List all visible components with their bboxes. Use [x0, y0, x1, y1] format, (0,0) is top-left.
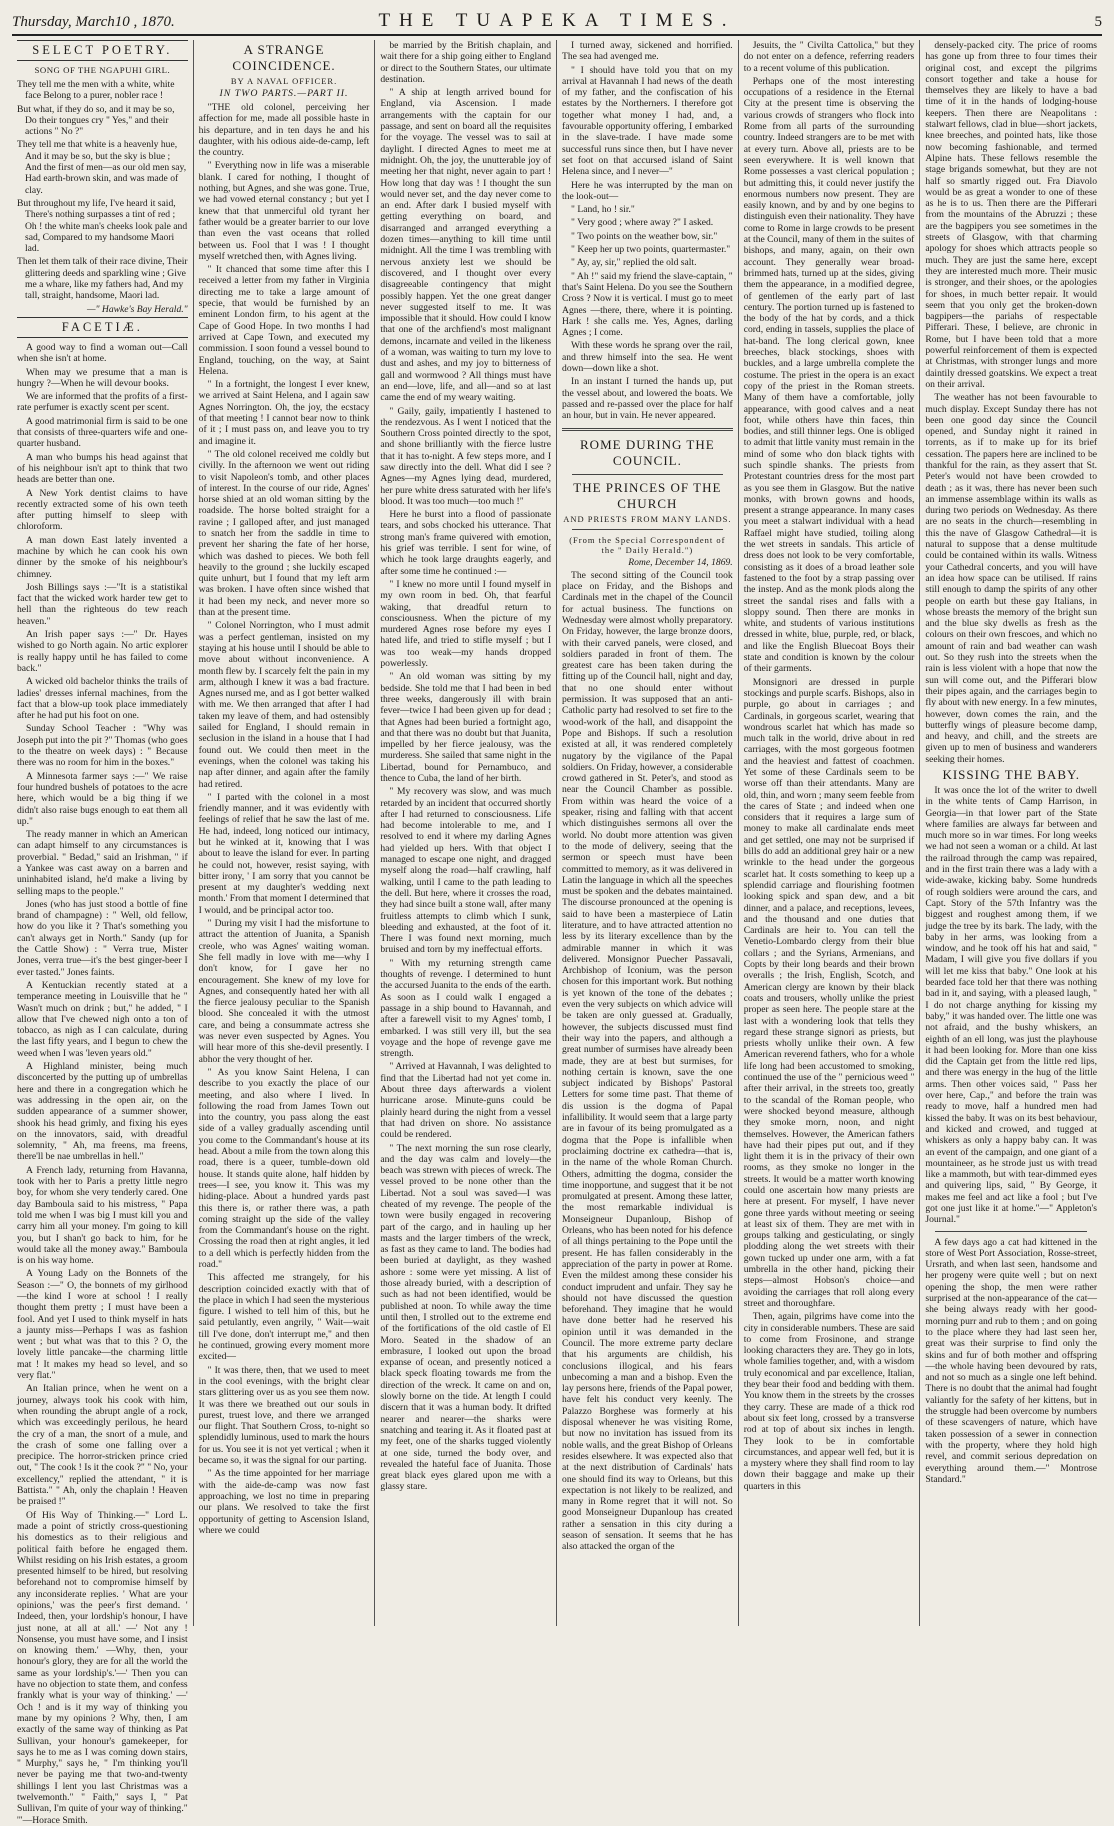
article-subhead: (From the Special Correspondent of the " Daily Herald.") [569, 534, 726, 555]
paragraph: " I knew no more until I found myself in my own room in bed. Oh, that fearful waking, that dreadful return to consciousness. When the picture of my murdered Agnes rose before my eyes I hated life, and tried to stifle myself ; but I was too weak—my hands dropped powerlessly. [380, 578, 552, 670]
paragraph: A Kentuckian recently stated at a temperance meeting in Louisville that he " Wasn't much on drink ; but," he added, " I allow that I've chewed nigh onto a ton of tobacco, as nigh as I can calculate, during the last fifty years, and I begun to chew the weed when I was 'leven years old." [17, 979, 188, 1059]
paragraph: Sunday School Teacher : "Why was Joseph put into the pit ?" Thomas (who goes to the theatre on week days) : " Because there was no room for him in the boxes." [17, 723, 188, 769]
paragraph: " In a fortnight, the longest I ever knew, we arrived at Saint Helena, and I again saw Agnes Norrington. Oh, the joy, the ecstacy of that meeting ! I cannot bear now to think of it ; I must pass on, and leave you to try and imagine it. [198, 379, 370, 447]
paragraph: The weather has not been favourable to much display. Except Sunday there has not been one good day since the Council opened, and Sunday night it rained in torrents, as if to make up for its brief cessation. The papers here are inclined to be thankful for the rain, as they assert that St. Peter's would not have been crowded to death ; as it was, there has never been such an immense assemblage within its walls as during two periods on Wednesday. As there are no seats in the church—resembling in this the nave of Glasgow Cathedral—it is natural to suppose that a dense multitude could be contained within its walls. Witness your Cathedral concerts, and you will have an idea how space can be utilised. If rains still enough to damp the spirits of any other people on earth but these gay Italians, in whose breasts the memory of the bright sun and the blue sky dwells as fresh as the colours on their own frescoes, and which no amount of rain and bad weather can wash out. So they rush into the streets when the rain is less violent with a hope that now the sun will come out, and the Pifferari blow their pipes again, and the carriages begin to fly about with new energy. In a few minutes, however, down comes the rain, and the butterfly wings of pleasure become damp, and heavy, and chill, and the streets are given up to men of business and wanderers seeking their homes. [925, 392, 1098, 765]
paragraph: " Colonel Norrington, who I must admit was a perfect gentleman, insisted on my staying at his house until I should be able to move about without inconvenience. A month flew by. I scarcely felt the pain in my arm, although I knew it was a bad fracture. Agnes nursed me, and as I got better walked with me. We then arranged that after I had taken my leave of them, and had ostensibly sailed for England, I should remain in seclusion in the island in a house that I had found out. We could then meet in the evenings, when the colonel was taking his nap after dinner, and again after the family had retired. [198, 620, 370, 790]
paragraph: Perhaps one of the most interesting occupations of a residence in the Eternal City at the present time is observing the various crowds of strangers who flock into Rome from all parts of the surrounding country. Indeed strangers are to be met with at every turn. Above all, priests are to be seen everywhere. It is well known that Rome possesses a vast clerical population ; but admitting this, it could never justify the enormous numbers now present. They are easily known, and by and by one begins to distinguish even their nationality. They have come to Rome in large crowds to be present at the Council, many of them in the suites of bishops, and many, again, on their own account. They generally wear broad-brimmed hats, turned up at the sides, giving them the appearance, in a modified degree, of gentlemen of the early part of last century. The portion turned up is fastened to the body of the hat by cords, and a thick cord, ending in tassels, supplies the place of hat-band. The long clerical gown, knee breeches, black stockings, shoes with buckles, and a large umbrella complete the costume. The priest in the opera is an exact copy of the priest in the Roman streets. Many of them have a comfortable, jolly appearance, with good calves and a neat foot, while others have thin faces, thin bodies, and still thinner legs. One is obliged to admit that little vanity must remain in the mind of some who don black tights with such spindle shanks. The priests from Protestant countries dress for the most part as you see them in Glasgow. But the native monks, with brown gowns and hoods, present a strange appearance. In many cases you meet a stalwart individual with a head Raffael might have studied, toiling along the wet streets in sandals. This article of dress does not look to be very comfortable, consisting as it does of a broad leather sole fastened to the foot by a strap passing over the instep. And as the monk plods along the street the sandal rises and falls with a sloppy sound. Then there are monks in white, and students of various institutions dressed in white, blue, purple, red, or black, and like the English Bluecoat Boys their state and condition is known by the colour of their garments. [743, 75, 915, 675]
paragraph: " Very good ; where away ?" I asked. [571, 217, 714, 229]
column-6 [920, 40, 1102, 1626]
paragraph: The ready manner in which an American can adapt himself to any circumstances is proverbial. " Bedad," said an Irishman, " if a Yankee was cast away on a barren and uninhabited island, he'd make a living by selling maps to the people." [17, 829, 188, 897]
article-headline: KISSING THE BABY. [942, 767, 1080, 782]
column-rule [572, 529, 723, 530]
paragraph: An Italian prince, when he went on a journey, always took his cook with him, when rounding the abrupt angle of a rock, which was exceedingly perilous, he heard the cry of a man, the snort of a mule, and the crash of some one falling over a precipice. The horror-stricken prince cried out, " The cook ! Is it the cook ?" " No, your excellency," replied the attendant, " it is Battista." " Ah, only the chaplain ! Heaven be praised !" [17, 1383, 188, 1508]
paragraph: " The next morning the sun rose clearly, and the day was calm and lovely—the beach was strewn with pieces of wreck. The vessel proved to be none other than the Libertad. Not a soul was saved—I was cheated of my revenge. The people of the town were busily engaged in recovering part of the cargo, and in hauling up her masts and the larger timbers of the wreck, as fast as they came to land. The bodies had been buried at daylight, as they washed ashore : some were yet missing. A list of those already buried, with a description of such as had not been identified, would be published at noon. To while away the time until then, I strolled out to the extreme end of the fortifications of the old castle of El Moro. Seated in the shadow of an embrasure, I looked out upon the broad expanse of ocean, and presently noticed a black speck floating towards me from the direction of the wreck. It came on and on, slowly borne on the tide. At length I could discern that it was a human body. It drifted nearer and nearer—the sharks were snatching and tearing it. As it floated past at my feet, one of the sharks tugged violently at one side, turned the body over, and revealed the hateful face of Juanita. Those great black eyes glared upon me with a glassy stare. [380, 1142, 552, 1493]
paragraph: Here he burst into a flood of passionate tears, and sobs chocked his utterance. That strong man's frame quivered with emotion, his grief was terrible. I sent for wine, of which he took large draughts eagerly, and after some time he continued :— [380, 509, 552, 577]
paragraph: " Keep her up two points, quartermaster." [571, 244, 731, 256]
paragraph: A New York dentist claims to have recently extracted some of his own teeth after putting himself to sleep with chloroform. [17, 487, 188, 533]
paragraph: We are informed that the profits of a first-rate perfumer is exactly scent per scent. [17, 391, 188, 414]
paragraph: The second sitting of the Council took place on Friday, and the Bishops and Cardinals met in the chapel of the Council for actual business. The functions on Wednesday were almost wholly preparatory. On Friday, however, the large bronze doors, with their carved panels, were closed, and soldiers paraded in front of them. The greatest care has been taken during the fitting up of the Council hall, night and day, that no one should enter without permission. It was supposed that an anti-Catholic party had resolved to set fire to the wood-work of the hall, and disappoint the Pope and Bishops. If such a resolution existed at all, it was rendered completely nugatory by the vigilance of the Papal soldiers. On Friday, however, a considerable crowd gathered in St. Peter's, and stood as near the Council Chamber as possible. From within was heard the voice of a speaker, rising and falling with that accent which distinguishes sermons all over the world. No doubt more attention was given to the mode of delivery, seeing that the sermon or speech must have been committed to memory, as it was delivered in Latin the language in which all the speeches must be spoken and the debates maintained. The discourse pronounced at the opening is said to have been a masterpiece of Latin literature, and to have attracted attention no less by its literary excellence than by the admirable manner in which it was delivered. Monsignor Puecher Passavali, Archbishop of Iconium, was the person chosen for this important work. But nothing is yet known of the tone of the debates ; even the very subjects on which advice will be taken are only guessed at. Gradually, however, the subjects discussed must find their way into the papers, and although a great number of surmises have already been made, they are at best but surmises, for nothing certain is known, save the one subject indicated by Bishops' Pastoral Letters for some time past. That theme of dis ussion is the dogma of Papal infallibility. It would seem that a large party are in favour of its being promulgated as a dogma that the Pope is infallible when proclaiming doctrine ex cathedra—that is, in the name of the whole Roman Church. Others, admitting the dogma, consider the time inopportune, and suggest that it be not promulgated at present. Among these latter, the most remarkable individual is Monseigneur Dupanloup, Bishop of Orleans, who has been noted for his defence of all things pertaining to the Pope until the present. He has fallen considerably in the appreciation of the party in power at Rome. Even the mildest among these consider his conduct imprudent and unfair. They say he should not have discussed the question beforehand. They imagine that he would have done better had he reserved his opinion until it was demanded in the Council. The more extreme party declare that his arguments are childish, his conclusions illogical, and his fears unbecoming a man and a bishop. Even the lay persons here, friends of the Papal power, have felt his conduct very keenly. The Palazzo Borghese was formerly at his disposal whenever he was visiting Rome, but now no invitation has issued from its noble walls, and the great Bishop of Orleans resides elsewhere. It was expected also that at the next distribution of Cardinals' hats one should find its way to Orleans, but this expectation is not likely to be realized, and many in Rome regret that it will not. So good Monseigneur Dupanloup has created rather a sensation in this city during a season of sensation. It seems that he has also attacked the organ of the [562, 569, 733, 1553]
paragraph: A wicked old bachelor thinks the trails of ladies' dresses infernal machines, from the fact that a blow-up took place immediately after he had put his foot on one. [17, 676, 188, 722]
column-rule [572, 474, 723, 475]
paragraph: A Highland minister, being much disconcerted by the putting up of umbrellas here and there in a congregation which he was addressing in the open air, on the sudden appearance of a summer shower, shook his head grimly, and fixing his eyes on the innovators, said, with dreadful solemnity, " Ah, ma freens, ma freens, there'll be nae umbrellas in hell." [17, 1061, 188, 1163]
paragraph: With these words he sprang over the rail, and threw himself into the sea. He went down—down like a shot. [562, 340, 733, 375]
verse-stanza: Then let them talk of their race divine, Their glittering deeds and sparkling wine ; Give me a whare, like my fathers had, And my tall, straight, handsome, Maori lad. [17, 256, 188, 302]
article-headline: ROME DURING THE COUNCIL. [580, 436, 715, 468]
paragraph: " My recovery was slow, and was much retarded by an incident that occurred shortly after I had returned to consciousness. Life had become intolerable to me, and I resolved to end it where my darling Agnes had yielded up hers. With that object I managed to escape one night, and dragged myself along the road—half crawling, half walking, until I came to the path leading to the dell. But here, where it crosses the road, they had since built a stone wall, after many fruitless attempts to climb which I sunk, bleeding and exhausted, at the foot of it. There I was found next morning, much bruised and torn by my ineffectual efforts. [380, 786, 552, 956]
paragraph: Of His Way of Thinking.—" Lord L. made a point of strictly cross-questioning his domestics as to their religious and political faith before he engaged them. Whilst residing on his Irish estates, a groom presented himself to be hired, but resolving beforehand not to compromise himself by any inconsiderate replies. ' What are your opinions,' was the peer's first demand. ' Indeed, then, your lordship's honour, I have just none, at all at all.' —' Not any ! Nonsense, you must have some, and I insist on knowing them.' —Why, then, your honour's glory, they are for all the world the same as your lordship's.'—' Then you can have no objection to state them, and confess frankly what is your way of thinking.' —' Och ! and is it my way of thinking you mane by my opinions ? Why, then, I am exactly of the same way of thinking as Pat Sullivan, your honour's gamekeeper, for says he to me as I was coming down stairs, " Murphy," says he, " I'm thinking you'll never be paying me that two-and-twenty shillings I lent you last Christmas was a twelvemonth." " Faith," says I, " Pat Sullivan, I'm quite of your way of thinking." '"—Horace Smith. [17, 1509, 188, 1826]
poem-title: SONG OF THE NGAPUHI GIRL. [34, 65, 171, 75]
paragraph: " I parted with the colonel in a most friendly manner, and it was evidently with feelings of relief that he saw the last of me. He had, indeed, long noticed our intimacy, but he winked at it, knowing that I was about to leave the island for ever. In parting he could not, however, resist saying, with bitter irony, ' I am sorry that you cannot be present at my daughter's wedding next month.' From that moment I determined that I would, and be principal actor too. [198, 791, 370, 916]
paragraph: " It was there, then, that we used to meet in the cool evenings, with the bright clear stars glittering over us as you see them now. It was there we breathed out our souls in purest, truest love, and there we arranged our flight. That Southern Cross, to-night so splendidly luminous, used to mark the hours for us. You see it is not yet vertical ; when it became so, it was the signal for our parting. [198, 1364, 370, 1467]
paragraph: Jones (who has just stood a bottle of fine brand of champagne) : " Well, old fellow, how do you like it ? That's something you can't always get in North." Sandy (up for the Cattle Show) : " Verra true, Mister Jones, verra true—it's the best ginger-beer I ever tasted." Jones faints. [17, 898, 188, 978]
masthead [12, 10, 1102, 36]
paragraph: A man down East lately invented a machine by which he can cook his own dinner by the smoke of his neighbour's chimney. [17, 534, 188, 580]
byline: —" Hawke's Bay Herald." [86, 303, 188, 315]
paragraph: " A ship at length arrived bound for England, via Ascension. I made arrangements with the captain for our passage, and sent on board all the requisites for the voyage. The vessel was to sail at daylight. I directed Agnes to meet me at midnight. Oh, the joy, the unutterable joy of meeting her that night, never again to part ! How long that day was ! I thought the sun would never set, and the day never come to an end. After dark I busied myself with getting everything on board, and disarranged and arranged everything a dozen times—anything to kill time until midnight. All the time I was trembling with nervous anxiety lest we should be discovered, and I thought over every disagreeable contingency that might possibly happen. Yet the one great danger never suggested itself to me. It was impossible that it should. How could I know that one of the archfiend's most malignant demons, incarnate and veiled in the likeness of a woman, was waiting to turn my love to dust and ashes, and my joy to bitterness of gall and wormwood ? All things must have an end—love, life, and all—and so at last came the end of my weary waiting. [380, 87, 552, 404]
paragraph: When may we presume that a man is hungry ?—When he will devour books. [17, 366, 188, 389]
double-rule [562, 428, 733, 431]
paragraph: densely-packed city. The price of rooms has gone up from three to four times their original cost, and except the pilgrims consort together and take a house for themselves they are likely to have a bad time of it in the hands of lodging-house keepers. Then there are Neapolitans : stalwart fellows, clad in blue—short jackets, knee breeches, and pointed hats, like those now becoming fashionable, and termed Alpine hats. These fellows resemble the stage brigands somewhat, but they are not half so smartly rigged out. Fra Diavolo would be as great a wonder to one of these as he is to us. Then there are the Pifferari from the mountains of the Abruzzi ; these are the bagpipers you see sometimes in the streets of Glasgow, with that charming apology for shoes which attracts people so much. They are just the same here, except they are interested much more. Their music is stronger, and their shoes, or the apologies for shoes, in much better repair. It would seem that you only get the broken-down bagpipers—the pariahs of respectable Pifferari. These, I believe, are chronic in Rome, but I have been told that a more powerful reinforcement of them is expected at Christmas, with stronger lungs and more daintily dressed goatskins. We expect a treat on their arrival. [925, 40, 1098, 390]
paragraph: A few days ago a cat had kittened in the store of West Port Association, Rosse-street, Ursrath, and when last seen, handsome and her progeny were quite well ; but on next opening the shop, the men were rather surprised at the non-appearance of the cat—she being always ready with her good-morning purr and rub to them ; and on going to the place where they had last seen her, great was their surprise to find only the skins and fur of both mother and offspring—the whole having been devoured by rats, and not so much as a single one left behind. There is no doubt that the animal had fought valiantly for the safety of her kittens, but in the struggle had been overcome by numbers of these scavengers of nature, which have taken possession of a sewer in connection with the property, where they hold high revel, and commit serious depredation on everything around them.—" Montrose Standard." [925, 1236, 1098, 1485]
paragraph: Here he was interrupted by the man on the look-out— [562, 179, 733, 202]
paragraph: " Gaily, gaily, impatiently I hastened to the rendezvous. As I went I noticed that the Southern Cross pointed directly to the spot, and shone brilliantly with the fierce lustre that it has to-night. A few steps more, and I saw directly into the dell. What did I see ? Agnes—my Agnes lying dead, murdered, her pure white dress saturated with her life's blood. It was too much—too much !" [380, 405, 552, 507]
article-headline: A STRANGE COINCIDENCE. [232, 42, 336, 73]
article-subhead: BY A NAVAL OFFICER. [230, 76, 338, 86]
verse-stanza: They tell me that white is a heavenly hue, And it may be so, but the sky is blue ; And the first of men—as our old men say, Had earth-brown skin, and was made of clay. [17, 139, 187, 196]
article-headline: THE PRINCES OF THE CHURCH [573, 479, 722, 511]
paragraph: A Young Lady on the Bonnets of the Season :—" O, the bonnets of my girlhood—the kind I wore at school ! I really thought them pretty ; I must have been a fool. And yet I used to think myself in hats a jaunty miss—Perhaps I was as fashion went ; but what was that to this ? O, the lovely little pancake—the charming little mat ! It makes my head so level, and so very flat." [17, 1268, 188, 1382]
paragraph: " An old woman was sitting by my bedside. She told me that I had been in bed three weeks, dangerously ill with brain fever—twice I had been given up for dead ; that Agnes had been buried a fortnight ago, and that there was no doubt but that Juanita, impelled by her fierce jealousy, was the murderess. She sailed that same night in the Libertad, bound for Pernambuco, and thence to Cuba, the land of her birth. [380, 671, 552, 784]
verse-stanza: They tell me the men with a white, white face Belong to a purer, nobler race ! [17, 79, 175, 102]
column-1 [12, 40, 194, 1826]
paragraph: A good matrimonial firm is said to be one that consists of three-quarters wife and one-quarter husband. [17, 415, 188, 450]
column-4 [557, 40, 739, 1626]
article-part-line: IN TWO PARTS.—PART II. [219, 88, 349, 99]
newspaper-title: THE TUAPEKA TIMES. [378, 10, 736, 31]
section-heading: FACETIÆ. [17, 317, 188, 338]
paragraph: A Minnesota farmer says :—" We raise four hundred bushels of potatoes to the acre here, which would be a big thing if we didn't also raise bugs enough to eat them all up." [17, 770, 188, 827]
paragraph: " It chanced that some time after this I received a letter from my father in Virginia directing me to take a large amount of specie, that would be furnished by an eminent London firm, to his agent at the Cape of Good Hope. In two months I had arrived at Cape Town, and executed my commission. I soon found a vessel bound to England, touching, on the way, at Saint Helena. [198, 264, 370, 377]
section-heading: SELECT POETRY. [17, 40, 188, 61]
verse-stanza: But what, if they do so, and it may be so, Do their tongues cry " Yes," and their actions " No ?" [17, 103, 175, 138]
paragraph: " I should have told you that on my arrival at Havannah I had news of the death of my father, and the confiscation of his estates by the Northerners. I therefore got together what money I had, and, a favourable opportunity offering, I embarked in the slave-trade. I have made some successful runs since then, but I have never set foot on that accursed island of Saint Helena since, and I never—" [562, 64, 733, 178]
paragraph: " As the time appointed for her marriage with the aide-de-camp was now fast approaching, we lost no time in preparing our plans. We resolved to take the first opportunity of getting to Ascension Island, where we could [198, 1468, 370, 1536]
paragraph: Monsignori are dressed in purple stockings and purple scarfs. Bishops, also in purple, go about in carriages ; and Cardinals, in gorgeous scarlet, wearing that wondrous scarlet hat which has made so much talk in the world, drive about in red carriages, with the most gorgeous footmen and the heaviest and fattest of coachmen. Yet some of these Cardinals seem to be worse off than their attendants. Many are old, thin, and worn ; many seem feeble from the cares of State ; and indeed when one considers that it requires a large sum of money to make all cardinalate ends meet and get settled, one may not be surprised if bills do add an additional grey hair or a new wrinkle to the head under the gorgeous scarlet hat. It costs something to keep up a splendid carriage and flourishing footmen looking spick and span dew, and a bit dinner, and a palace, and receptions, levees, and the thousand and one duties that Cardinals are heir to. You can tell the Venetio-Lombardo clergy from their blue collars ; and the Syrians, Armenians, and Copts by their long beards and their brown overalls ; the Irish, English, Scotch, and American clergy are known by their black coats and trousers, wholly unlike the priest proper as seen here. The people stare at the last with a wondering look that tells they regard these strange signori as priests, but priests wholly unlike their own. A few American reverend fathers, who for a whole life long had been accustomed to smoking, continued the use of the " pernicious weed " after their arrival, in the streets too, greatly to the scandal of the Roman people, who were shocked beyond measure, although they smoke morn, noon, and night themselves. However, the American fathers have had their pipes put out, and if they light them it is in the privacy of their own rooms, as they smoke no longer in the streets. It would be a matter worth knowing could one ascertain how many priests are here at present. For myself, I have never gone three yards without meeting or seeing at least six of them. They are met with in groups talking and gesticulating, or singly plodding along the wet streets with their gown tucked up under one arm, with a fat umbrella in the other hand, picking their steps—almost Hobson's choice—and avoiding the carriages that roll along every street and thoroughfare. [743, 676, 915, 1309]
column-rule [935, 1231, 1087, 1232]
paragraph: Josh Billings says :—"It is a statistikal fact that the wicked work harder tew get to hell than the righteous do tew reach heaven." [17, 581, 188, 627]
column-3 [375, 40, 557, 1626]
paragraph: " The old colonel received me coldly but civilly. In the afternoon we went out riding to visit Napoleon's tomb, and other places of interest. In the course of our ride, Agnes' horse shied at an old woman sitting by the roadside. The horse bolted straight for a ravine ; I galloped after, and just managed to snatch her from the saddle in time to prevent her sharing the fate of her horse, which was dashed to pieces. We both fell heavily to the ground ; she luckily escaped quite unhurt, but I found that my left arm was broken. I have often since wished that it had been my neck, and never more so than at the present time. [198, 448, 370, 619]
paragraph: A man who bumps his head against that of his neighbour isn't apt to think that two heads are better than one. [17, 451, 188, 486]
paragraph: It was once the lot of the writer to dwell in the white tents of Camp Harrison, in Georgia—in that lower part of the State where families are always far between and much more so in war times. For long weeks we had not seen a woman or a child. At last the railroad through the camp was repaired, and in the first train there was a lady with a wide-awake, kicking baby. Some hundreds of rough soldiers were around the cars, and Capt. Story of the 57th Infantry was the biggest and roughest among them, if we judge the tree by its bark. The lady, with the baby in her arms, was looking from a window, and he took off his hat and said, " Madam, I will give you five dollars if you will let me kiss that baby." One look at his bearded face told her that there was nothing bad in it, and saying, with a pleased laugh, " I do not charge anything for kissing my baby," it was handed over. The little one was not afraid, and the bushy whiskers, an eighth of an ell long, was just the playhouse it had been looking for. More than one kiss did the Captain get from the little red lips, and there was energy in the hug of the little arms. Then other voices said, " Pass her over here, Cap.," and before the train was ready to move, half a hundred men had kissed the baby. It was on its best behaviour, and kicked and crowed, and tugged at whiskers as only a happy baby can. It was an event of the campaign, and one giant of a mountaineer, as he strode just us with tread like a mammoth, but with tear-dimmed eyes and quivering lips, said, " By George, it makes me feel and act like a fool ; but I've got one just like it at home."—" Appleton's Journal." [925, 785, 1098, 1226]
byline: Rome, December 14, 1869. [628, 556, 733, 568]
paragraph: be married by the British chaplain, and wait there for a ship going either to England or direct to the Southern States, our ultimate destination. [380, 40, 552, 85]
paragraph: Jesuits, the " Civilta Cattolica," but they do not enter on a defence, referring readers to a recent volume of this publication. [743, 40, 915, 74]
paragraph: "THE old colonel, perceiving her affection for me, made all possible haste in his departure, and in ten days he and his daughter, with his odious aide-de-camp, left the country. [198, 102, 370, 159]
paragraph: " With my returning strength came thoughts of revenge. I determined to hunt the accursed Juanita to the ends of the earth. As soon as I could walk I engaged a passage in a ship bound to Havannah, and after a farewell visit to my Agnes' tomb, I embarked. I was still very ill, but the sea voyage and the hope of revenge gave me strength. [380, 957, 552, 1060]
column-2 [194, 40, 376, 1626]
verse-stanza: But throughout my life, I've heard it said, There's nothing surpasses a tint of red ; Oh ! the white man's cheeks look pale and sad, Compared to my handsome Maori lad. [17, 197, 188, 255]
paragraph: A good way to find a woman out—Call when she isn't at home. [17, 341, 188, 365]
paragraph: An Irish paper says :—" Dr. Hayes wished to go North again. No artic explorer is really happy until he has failed to come back." [17, 629, 188, 674]
paragraph: " During my visit I had the misfortune to attract the attention of Juanita, a Spanish creole, who was Agnes' waiting woman. She fell madly in love with me—why I don't know, for I gave her no encouragement. She knew of my love for Agnes, and consequently hated her with all the fierce jealousy peculiar to the Spanish blood. She concealed it with the utmost care, and being a consummate actress she was never even suspected by Agnes. You will hear more of this she-devil presently. I abhor the very thought of her. [198, 918, 370, 1065]
issue-date: Thursday, March10 , 1870. [12, 14, 175, 30]
paragraph: " As you know Saint Helena, I can describe to you exactly the place of our meeting, and also where I lived. In following the road from James Town out into the country, you pass along the east side of a valley gradually ascending until you come to the Commandant's house at its head. About a mile from the town along this road, there is a queer, tumble-down old house. It stands quite alone, half hidden by trees—I see, you know it. This was my hiding-place. About a hundred yards past this there is, or rather there was, a path coming straight up the side of the valley from the Commandant's house on the right. Crossing the road then at right angles, it led to a dell which is perfectly hidden from the road." [198, 1066, 370, 1270]
paragraph: This affected me strangely, for his description coincided exactly with that of the place in which I had seen the mysterious figure. I wished to tell him of this, but he said petulantly, even angrily, " Wait—wait till I've done, don't interrupt me," and then he continued, growing every moment more excited— [198, 1272, 370, 1363]
paragraph: " Land, ho ! sir." [571, 204, 635, 216]
column-5 [739, 40, 921, 1626]
paragraph: Then, again, pilgrims have come into the city in considerable numbers. These are said to come from Frosinone, and strange looking characters they are. They go in lots, whole families together, and, with a wisdom truly economical and par excellence, Italian, they bear their food and bedding with them. You know them in the streets by the crosses they carry. These are made of a thick rod about six feet long, crossed by a transverse rod at top of about six inches in length. They look to be in comfortable circumstances, and appear well fed, but it is a mystery where they shall find room to lay down their baggage and make up their quarters in this [743, 1311, 915, 1492]
article-subhead: AND PRIESTS FROM MANY LANDS. [563, 513, 732, 524]
paragraph: I turned away, sickened and horrified. The sea had avenged me. [562, 40, 733, 63]
paragraph: A French lady, returning from Havanna, took with her to Paris a pretty little negro boy, for whom she very tenderly cared. One day Bamboula said to his mistress, " Papa told me when I was big I must kill you and carry him all your money. I'm going to kill you, but I shan't go back to him, for he would take all the money away." Bamboula is on his way home. [17, 1164, 188, 1267]
paragraph: In an instant I turned the hands up, put the vessel about, and lowered the boats. We passed and re-passed over the place for half an hour, but in vain. He never appeared. [562, 376, 733, 422]
paragraph: " Ay, ay, sir," replied the old salt. [571, 257, 697, 269]
columns [12, 40, 1102, 1826]
paragraph: " Everything now in life was a miserable blank. I cared for nothing, I thought of nothing, but Agnes, and she was gone. True, we had vowed eternal constancy ; but yet I knew that that unmerciful old tyrant her father would be a greater barrier to our love than even the vast oceans that rolled between us. Fool that I was ! I thought myself wretched then, with Agnes living. [198, 160, 370, 262]
page-number: 5 [1094, 14, 1102, 30]
paragraph: " Ah !" said my friend the slave-captain, " that's Saint Helena. Do you see the Southern Cross ? Now it is vertical. I must go to meet Agnes —there, there, where it is pointing. Hark ! she calls me. Yes, Agnes, darling Agnes ; I come. [562, 270, 733, 339]
paragraph: " Two points on the weather bow, sir." [571, 230, 718, 242]
paragraph: " Arrived at Havannah, I was delighted to find that the Libertad had not yet come in. About three days afterwards a violent hurricane arose. Minute-guns could be plainly heard during the night from a vessel that had driven on shore. No assistance could be rendered. [380, 1061, 552, 1141]
